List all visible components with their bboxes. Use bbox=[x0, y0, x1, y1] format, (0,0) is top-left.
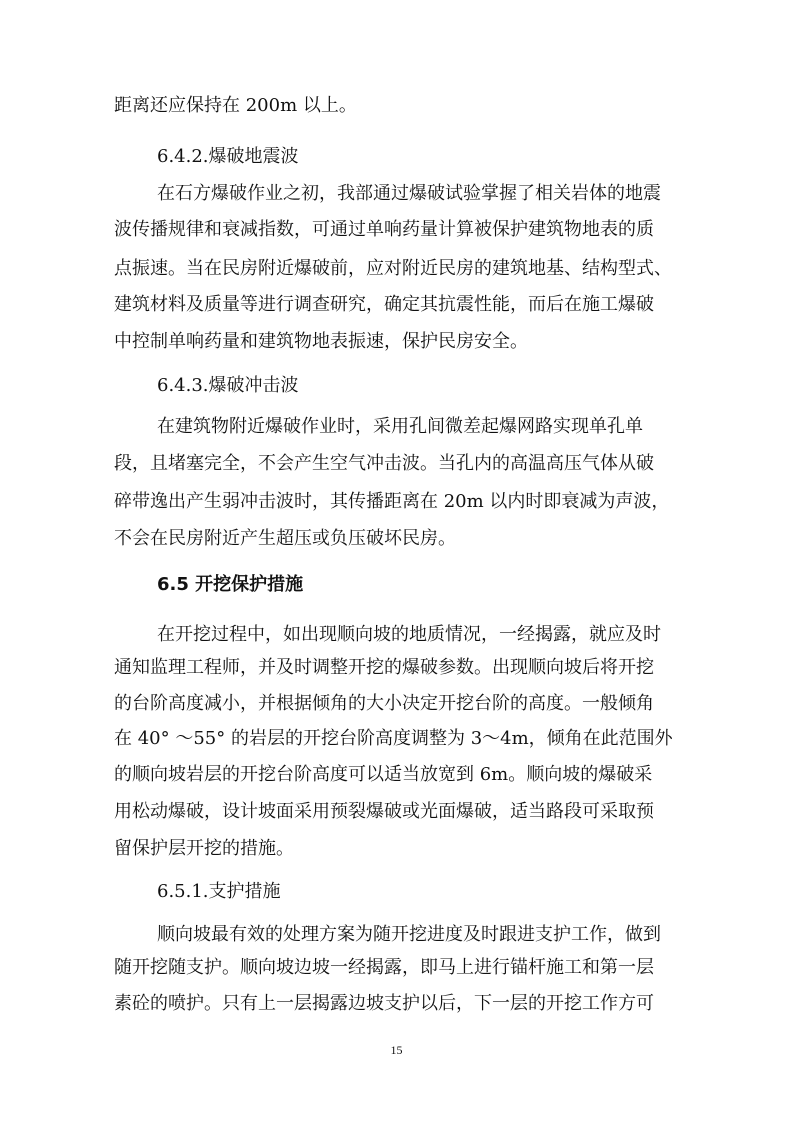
body-text: 建筑材料及质量等进行调查研究，确定其抗震性能，而后在施工爆破 bbox=[114, 294, 654, 315]
page-number: 15 bbox=[390, 1043, 403, 1057]
body-text: 中控制单响药量和建筑物地表振速，保护民房安全。 bbox=[114, 331, 528, 352]
body-text: 点振速。当在民房附近爆破前，应对附近民房的建筑地基、结构型式、 bbox=[114, 258, 672, 279]
section-heading-text: 6.5 开挖保护措施 bbox=[157, 574, 304, 595]
body-text: 在建筑物附近爆破作业时，采用孔间微差起爆网路实现单孔单 bbox=[157, 416, 643, 437]
body-text: 在 40° ～55° 的岩层的开挖台阶高度调整为 3～4m，倾角在此范围外 bbox=[114, 728, 673, 749]
body-text: 顺向坡最有效的处理方案为随开挖进度及时跟进支护工作，做到 bbox=[157, 924, 661, 945]
body-text: 波传播规律和衰减指数，可通过单响药量计算被保护建筑物地表的质 bbox=[114, 219, 654, 240]
body-text: 段，且堵塞完全，不会产生空气冲击波。当孔内的高温高压气体从破 bbox=[114, 453, 654, 474]
body-text: 用松动爆破，设计坡面采用预裂爆破或光面爆破，适当路段可采取预 bbox=[114, 801, 654, 822]
body-text: 不会在民房附近产生超压或负压破坏民房。 bbox=[114, 528, 456, 549]
heading-text: 6.4.2.爆破地震波 bbox=[157, 146, 299, 167]
body-text: 素砼的喷护。只有上一层揭露边坡支护以后，下一层的开挖工作方可 bbox=[114, 993, 654, 1014]
heading-text: 6.5.1.支护措施 bbox=[157, 881, 281, 902]
body-text: 留保护层开挖的措施。 bbox=[114, 838, 294, 859]
body-text: 的台阶高度减小，并根据倾角的大小决定开挖台阶的高度。一般倾角 bbox=[114, 693, 654, 714]
body-text: 通知监理工程师，并及时调整开挖的爆破参数。出现顺向坡后将开挖 bbox=[114, 657, 654, 678]
heading-text: 6.4.3.爆破冲击波 bbox=[157, 375, 299, 396]
body-text: 碎带逸出产生弱冲击波时，其传播距离在 20m 以内时即衰减为声波， bbox=[114, 491, 670, 512]
body-text: 在开挖过程中，如出现顺向坡的地质情况，一经揭露，就应及时 bbox=[157, 624, 661, 645]
body-text: 在石方爆破作业之初，我部通过爆破试验掌握了相关岩体的地震 bbox=[157, 183, 661, 204]
body-text: 距离还应保持在 200m 以上。 bbox=[114, 95, 357, 116]
body-text: 随开挖随支护。顺向坡边坡一经揭露，即马上进行锚杆施工和第一层 bbox=[114, 957, 654, 978]
body-text: 的顺向坡岩层的开挖台阶高度可以适当放宽到 6m。顺向坡的爆破采 bbox=[114, 764, 653, 785]
